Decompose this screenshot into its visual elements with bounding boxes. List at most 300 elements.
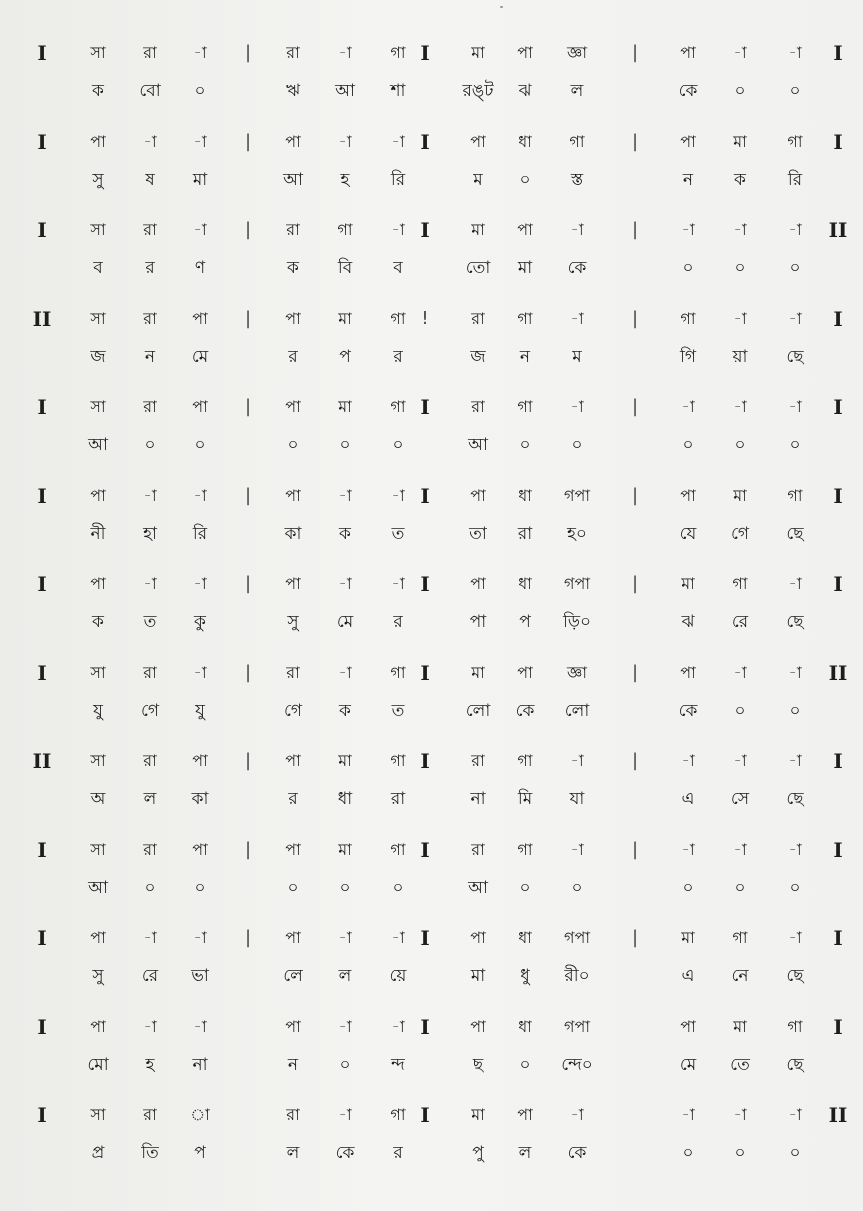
bar-line: I <box>833 1014 843 1039</box>
bar-line: | <box>631 307 639 329</box>
lyric-syllable: ০ <box>789 1143 801 1163</box>
lyric-syllable: ছে <box>786 523 804 544</box>
lyric-syllable: ০ <box>519 1054 531 1075</box>
lyric-syllable: ভা <box>191 966 209 986</box>
bar-line: I <box>37 1014 47 1039</box>
lyric-syllable: আ <box>335 81 355 101</box>
swara-line <box>0 392 863 422</box>
swara-note: ধা <box>518 928 532 947</box>
lyric-syllable: ০ <box>734 81 746 101</box>
lyric-syllable: ০ <box>789 700 801 721</box>
lyric-syllable: ঝ <box>518 81 532 101</box>
bar-line: | <box>244 307 252 329</box>
lyric-syllable: গে <box>283 700 303 721</box>
lyric-syllable: ০ <box>144 435 156 455</box>
bar-line: | <box>631 396 639 417</box>
swara-note: পা <box>285 1016 301 1036</box>
bar-line: | <box>244 750 252 771</box>
lyric-syllable: হ০ <box>567 523 587 544</box>
swara-note: -া <box>733 1105 747 1124</box>
swara-note: পা <box>192 397 208 416</box>
swara-line <box>0 1100 863 1130</box>
lyric-syllable: রা <box>517 523 533 544</box>
swara-note: -া <box>391 131 405 151</box>
swara-note: -া <box>193 574 207 593</box>
bar-line: | <box>631 927 639 948</box>
swara-note: রা <box>471 397 485 416</box>
lyric-line <box>0 1138 863 1168</box>
bar-line: | <box>244 573 252 594</box>
swara-note: জ্ঞা <box>567 662 587 682</box>
lyric-syllable: ০ <box>194 877 206 898</box>
swara-note: -া <box>733 308 747 328</box>
swara-note: পা <box>90 928 106 947</box>
lyric-syllable: ড়ি০ <box>562 612 592 632</box>
lyric-syllable: র <box>288 789 298 809</box>
swara-note: জ্ঞা <box>567 43 587 62</box>
swara-note: সা <box>90 662 106 682</box>
swara-note: রা <box>286 662 300 682</box>
swara-note: -া <box>733 839 747 859</box>
swara-note: মা <box>471 662 485 682</box>
swara-note: পা <box>470 1016 486 1036</box>
lyric-syllable: না <box>192 1054 208 1075</box>
bar-line: I <box>420 926 430 950</box>
swara-note: -া <box>193 1016 207 1036</box>
bar-line: I <box>833 749 843 773</box>
bar-line: I <box>420 1103 430 1127</box>
bar-line: I <box>420 395 430 419</box>
lyric-syllable: ০ <box>571 435 583 455</box>
swara-note: পা <box>285 928 301 947</box>
swara-note: -া <box>788 43 802 62</box>
lyric-syllable: ম <box>473 169 483 190</box>
lyric-syllable: ০ <box>789 258 801 278</box>
lyric-syllable: মে <box>336 612 354 632</box>
lyric-syllable: ০ <box>734 258 746 278</box>
lyric-syllable: সে <box>730 789 750 809</box>
lyric-syllable: ০ <box>734 1143 746 1163</box>
notation-row <box>0 923 863 1003</box>
swara-note: গা <box>732 574 748 593</box>
swara-note: মা <box>338 397 352 416</box>
swara-note: সা <box>90 839 106 859</box>
swara-note: -া <box>193 131 207 151</box>
notation-row <box>0 658 863 738</box>
swara-note: পা <box>285 839 301 859</box>
lyric-syllable: ০ <box>519 435 531 455</box>
swara-note: পা <box>285 131 301 151</box>
swara-note: পা <box>90 485 106 505</box>
swara-note: গা <box>517 751 533 770</box>
lyric-syllable: ০ <box>789 435 801 455</box>
lyric-syllable: র <box>393 346 403 367</box>
notation-row <box>0 215 863 295</box>
swara-note: গা <box>390 43 406 62</box>
swara-note: -া <box>391 485 405 505</box>
lyric-line <box>0 165 863 195</box>
lyric-line <box>0 784 863 814</box>
swara-note: পা <box>192 839 208 859</box>
swara-note: মা <box>733 131 747 151</box>
swara-note: গপা <box>564 1016 590 1036</box>
swara-note: -া <box>788 308 802 328</box>
swara-note: মা <box>681 928 695 947</box>
lyric-syllable: কে <box>335 1143 355 1163</box>
lyric-syllable: রে <box>141 966 159 986</box>
swara-note: পা <box>90 574 106 593</box>
bar-line: I <box>420 660 430 685</box>
lyric-line <box>0 873 863 903</box>
lyric-syllable: কে <box>567 258 587 278</box>
lyric-syllable: য়া <box>732 346 748 367</box>
lyric-syllable: এ <box>681 966 695 986</box>
notation-row <box>0 835 863 915</box>
bar-line: I <box>420 129 430 154</box>
lyric-syllable: ন <box>144 346 156 367</box>
swara-note: গা <box>787 131 803 151</box>
swara-line <box>0 658 863 688</box>
bar-line: I <box>37 395 47 419</box>
lyric-syllable: ০ <box>734 877 746 898</box>
bar-line: I <box>37 572 47 596</box>
swara-note: রা <box>143 662 157 682</box>
swara-note: পা <box>470 928 486 947</box>
lyric-syllable: ল <box>570 81 584 101</box>
bar-line: | <box>631 42 639 63</box>
bar-line: | <box>631 130 639 152</box>
lyric-syllable: আ <box>88 435 108 455</box>
lyric-syllable: যু <box>93 700 103 721</box>
bar-line: | <box>631 838 639 860</box>
bar-line: I <box>420 749 430 773</box>
lyric-syllable: আ <box>468 877 488 898</box>
bar-line: | <box>631 484 639 506</box>
swara-note: পা <box>192 308 208 328</box>
swara-note: গা <box>390 662 406 682</box>
bar-line: I <box>420 218 430 242</box>
lyric-syllable: ছে <box>786 1054 804 1075</box>
swara-note: মা <box>338 839 352 859</box>
lyric-syllable: প <box>194 1143 206 1163</box>
swara-note: সা <box>90 220 106 239</box>
swara-note: -া <box>788 1105 802 1124</box>
bar-line: I <box>833 837 843 862</box>
swara-note: সা <box>90 308 106 328</box>
notation-row <box>0 746 863 826</box>
lyric-syllable: আ <box>88 877 108 898</box>
lyric-syllable: তা <box>469 523 487 544</box>
bar-line: | <box>631 219 639 240</box>
swara-line <box>0 923 863 953</box>
page-speck <box>500 6 503 8</box>
lyric-syllable: ষ <box>145 169 155 190</box>
lyric-syllable: এ <box>681 789 695 809</box>
lyric-syllable: গে <box>730 523 750 544</box>
swara-note: -া <box>733 751 747 770</box>
swara-line <box>0 835 863 865</box>
lyric-syllable: পা <box>469 612 487 632</box>
swara-note: গপা <box>564 574 590 593</box>
lyric-syllable: ক <box>287 258 299 278</box>
bar-line: I <box>833 572 843 596</box>
swara-note: -া <box>338 1016 352 1036</box>
bar-line: | <box>244 927 252 948</box>
swara-note: -া <box>733 43 747 62</box>
lyric-syllable: প <box>339 346 351 367</box>
swara-note: রা <box>143 397 157 416</box>
lyric-syllable: গি <box>679 346 697 367</box>
swara-note: -া <box>681 397 695 416</box>
swara-note: -া <box>681 839 695 859</box>
swara-note: রা <box>286 220 300 239</box>
lyric-syllable: কে <box>515 700 535 721</box>
lyric-line <box>0 342 863 372</box>
bar-line: | <box>631 750 639 771</box>
lyric-syllable: নে <box>731 966 749 986</box>
lyric-line <box>0 76 863 106</box>
swara-note: রা <box>471 308 485 328</box>
swara-note: -া <box>193 928 207 947</box>
notation-row <box>0 569 863 649</box>
swara-note: -া <box>391 574 405 593</box>
lyric-syllable: ছে <box>786 789 804 809</box>
bar-line: II <box>828 660 848 685</box>
lyric-syllable: মে <box>679 1054 697 1075</box>
lyric-syllable: ০ <box>339 877 351 898</box>
lyric-syllable: র <box>288 346 298 367</box>
swara-note: গা <box>517 397 533 416</box>
swara-note: ধা <box>518 485 532 505</box>
swara-note: গা <box>517 308 533 328</box>
lyric-syllable: ০ <box>339 1054 351 1075</box>
swara-note: পা <box>285 751 301 770</box>
lyric-syllable: রী০ <box>564 966 590 986</box>
lyric-syllable: ল <box>338 966 352 986</box>
lyric-syllable: বো <box>139 81 161 101</box>
swara-note: রা <box>143 308 157 328</box>
bar-line: I <box>833 41 843 65</box>
lyric-syllable: রি <box>390 169 406 190</box>
lyric-syllable: লো <box>465 700 491 721</box>
lyric-syllable: হা <box>143 523 157 544</box>
lyric-syllable: ল <box>518 1143 532 1163</box>
lyric-syllable: ত <box>391 700 405 721</box>
lyric-syllable: রঙ্ট <box>462 81 494 101</box>
swara-note: -া <box>391 220 405 239</box>
swara-note: -া <box>193 220 207 239</box>
bar-line: I <box>420 483 430 508</box>
bar-line: I <box>833 129 843 154</box>
swara-note: গা <box>732 928 748 947</box>
lyric-syllable: ০ <box>682 877 694 898</box>
swara-note: পা <box>680 131 696 151</box>
swara-note: -া <box>570 397 584 416</box>
lyric-syllable: রি <box>192 523 208 544</box>
lyric-syllable: কে <box>678 81 698 101</box>
lyric-syllable: ০ <box>734 435 746 455</box>
swara-note: পা <box>285 485 301 505</box>
lyric-syllable: ০ <box>682 1143 694 1163</box>
lyric-syllable: কা <box>191 789 209 809</box>
lyric-syllable: হ <box>145 1054 155 1075</box>
lyric-syllable: আ <box>283 169 303 190</box>
lyric-syllable: ০ <box>144 877 156 898</box>
lyric-syllable: গে <box>140 700 160 721</box>
lyric-syllable: ধা <box>337 789 353 809</box>
swara-note: -া <box>193 662 207 682</box>
swara-line <box>0 38 863 68</box>
swara-note: া <box>190 1105 210 1124</box>
swara-note: রা <box>143 839 157 859</box>
swara-note: -া <box>338 574 352 593</box>
bar-line: ! <box>421 307 429 329</box>
swara-note: পা <box>470 131 486 151</box>
swara-note: -া <box>193 485 207 505</box>
lyric-syllable: তি <box>141 1143 159 1163</box>
lyric-syllable: ন <box>682 169 694 190</box>
swara-note: -া <box>788 662 802 682</box>
lyric-syllable: পু <box>472 1143 484 1163</box>
swara-note: রা <box>143 751 157 770</box>
swara-note: -া <box>143 574 157 593</box>
swara-note: রা <box>286 43 300 62</box>
lyric-syllable: ম <box>572 346 582 367</box>
bar-line: I <box>37 660 47 685</box>
swara-note: পা <box>470 574 486 593</box>
lyric-line <box>0 430 863 460</box>
lyric-syllable: র <box>145 258 155 278</box>
lyric-syllable: বি <box>337 258 353 278</box>
lyric-syllable: ০ <box>519 877 531 898</box>
swara-note: পা <box>517 662 533 682</box>
lyric-line <box>0 696 863 726</box>
swara-note: -া <box>143 485 157 505</box>
lyric-syllable: ল <box>143 789 157 809</box>
notation-row <box>0 38 863 118</box>
swara-note: ধা <box>518 1016 532 1036</box>
swara-note: পা <box>517 1105 533 1124</box>
swara-note: -া <box>338 662 352 682</box>
bar-line: II <box>32 306 52 331</box>
lyric-syllable: ০ <box>287 435 299 455</box>
swara-line <box>0 215 863 245</box>
lyric-syllable: যে <box>679 523 697 544</box>
lyric-syllable: সু <box>92 169 104 190</box>
lyric-syllable: ০ <box>682 435 694 455</box>
swara-note: রা <box>471 751 485 770</box>
swara-note: মা <box>733 485 747 505</box>
swara-note: গা <box>390 751 406 770</box>
lyric-syllable: ন্দ <box>391 1054 405 1075</box>
swara-note: মা <box>733 1016 747 1036</box>
lyric-syllable: ০ <box>287 877 299 898</box>
bar-line: | <box>631 573 639 594</box>
swara-note: ধা <box>518 574 532 593</box>
swara-note: -া <box>570 308 584 328</box>
swara-note: গা <box>787 485 803 505</box>
swara-note: -া <box>143 131 157 151</box>
swara-note: মা <box>471 43 485 62</box>
swara-note: -া <box>570 751 584 770</box>
swara-note: -া <box>681 1105 695 1124</box>
lyric-syllable: ত <box>143 612 157 632</box>
lyric-syllable: শা <box>390 81 406 101</box>
lyric-syllable: ০ <box>571 877 583 898</box>
swara-note: রা <box>143 43 157 62</box>
notation-row <box>0 304 863 384</box>
lyric-syllable: ছ <box>472 1054 484 1075</box>
lyric-syllable: ০ <box>734 700 746 721</box>
lyric-syllable: তো <box>465 258 491 278</box>
lyric-syllable: ০ <box>392 435 404 455</box>
swara-note: পা <box>680 662 696 682</box>
swara-note: গা <box>390 308 406 328</box>
lyric-syllable: ক <box>339 523 351 544</box>
lyric-syllable: রা <box>390 789 406 809</box>
lyric-syllable: মা <box>192 169 208 190</box>
lyric-syllable: সু <box>287 612 299 632</box>
swara-note: পা <box>517 220 533 239</box>
bar-line: I <box>37 41 47 65</box>
swara-note: -া <box>143 928 157 947</box>
lyric-syllable: আ <box>468 435 488 455</box>
lyric-syllable: ০ <box>789 81 801 101</box>
swara-note: -া <box>338 1105 352 1124</box>
lyric-syllable: ০ <box>682 258 694 278</box>
notation-row <box>0 1100 863 1180</box>
swara-note: গা <box>390 839 406 859</box>
lyric-syllable: রে <box>731 612 749 632</box>
lyric-syllable: র <box>393 612 403 632</box>
swara-note: -া <box>570 1105 584 1124</box>
swara-note: -া <box>788 751 802 770</box>
swara-note: গা <box>680 308 696 328</box>
swara-note: মা <box>338 308 352 328</box>
swara-note: সা <box>90 1105 106 1124</box>
lyric-syllable: ন <box>519 346 531 367</box>
lyric-syllable: জ <box>90 346 106 367</box>
lyric-syllable: ক <box>734 169 746 190</box>
swara-note: -া <box>391 1016 405 1036</box>
swara-note: -া <box>788 220 802 239</box>
bar-line: | <box>244 130 252 152</box>
lyric-syllable: নী <box>90 523 106 544</box>
swara-note: সা <box>90 397 106 416</box>
notation-row <box>0 1012 863 1092</box>
swara-note: -া <box>733 397 747 416</box>
swara-note: পা <box>192 751 208 770</box>
bar-line: | <box>244 396 252 417</box>
lyric-syllable: ছে <box>786 612 804 632</box>
swara-note: মা <box>471 1105 485 1124</box>
swara-note: -া <box>733 662 747 682</box>
swara-note: গা <box>337 220 353 239</box>
swara-note: মা <box>338 751 352 770</box>
lyric-syllable: ব <box>393 258 403 278</box>
swara-note: -া <box>788 928 802 947</box>
lyric-syllable: হ <box>340 169 350 190</box>
bar-line: II <box>828 218 848 242</box>
swara-note: গপা <box>564 928 590 947</box>
swara-line <box>0 127 863 157</box>
lyric-syllable: জ <box>470 346 486 367</box>
swara-note: পা <box>470 485 486 505</box>
swara-note: পা <box>90 131 106 151</box>
lyric-syllable: ০ <box>392 877 404 898</box>
lyric-syllable: ত <box>391 523 405 544</box>
bar-line: I <box>420 572 430 596</box>
